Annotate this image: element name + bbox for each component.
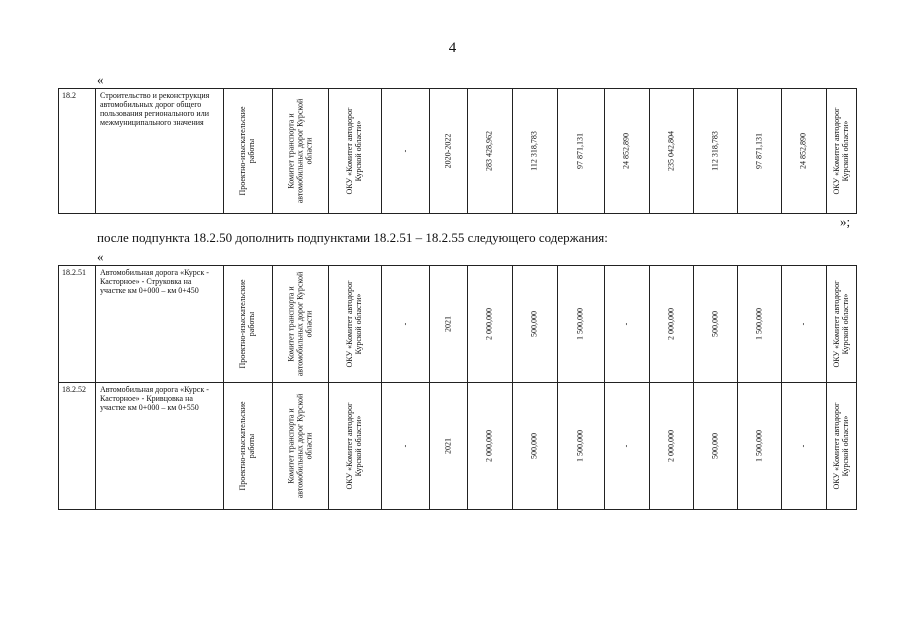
value-8: -	[798, 322, 808, 326]
value-8: -	[798, 444, 808, 448]
executor: ОКУ «Комитет автодорог Курской области»	[345, 107, 363, 195]
value-cell	[468, 89, 513, 214]
dash: -	[400, 149, 410, 153]
value-1: 283 428,962	[484, 131, 494, 171]
executor-cell	[329, 89, 382, 214]
responsible-cell	[827, 266, 857, 383]
table-row	[59, 266, 857, 383]
open-quote-1: «	[97, 72, 104, 87]
value-cell	[738, 383, 782, 510]
table-row	[59, 383, 857, 510]
row-number: 18.2	[59, 89, 96, 214]
value-cell	[513, 89, 558, 214]
years: 2021	[443, 316, 453, 332]
work-type: Проектно-изыскательские работы	[238, 401, 256, 491]
responsible: ОКУ «Комитет автодорог Курской области»	[831, 280, 850, 368]
value-cell	[605, 266, 650, 383]
years-cell	[430, 266, 468, 383]
years-cell	[430, 89, 468, 214]
value-4: -	[621, 322, 631, 326]
value-4: -	[621, 444, 631, 448]
value-cell	[513, 266, 558, 383]
value-cell	[558, 89, 605, 214]
customer: Комитет транспорта и автомобильных дорог Курской области	[286, 393, 313, 499]
value-2: 500,000	[529, 311, 539, 337]
value-1: 2 000,000	[484, 430, 494, 462]
value-cell	[605, 89, 650, 214]
page-number: 4	[448, 40, 457, 56]
dash-cell	[382, 89, 430, 214]
value-cell	[738, 266, 782, 383]
value-cell	[650, 89, 694, 214]
value-cell	[558, 383, 605, 510]
responsible-cell	[827, 383, 857, 510]
row-number: 18.2.52	[59, 383, 96, 510]
dash: -	[400, 444, 410, 448]
customer-cell	[273, 383, 329, 510]
work-type: Проектно-изыскательские работы	[238, 106, 256, 196]
row-number: 18.2.51	[59, 266, 96, 383]
value-cell	[694, 383, 738, 510]
customer: Комитет транспорта и автомобильных дорог Курской области	[286, 271, 313, 377]
value-8: 24 852,890	[798, 133, 808, 169]
value-cell	[738, 89, 782, 214]
value-cell	[694, 89, 738, 214]
responsible: ОКУ «Комитет автодорог Курской области»	[831, 107, 850, 195]
value-cell	[468, 383, 513, 510]
value-3: 97 871,131	[575, 133, 585, 169]
row-name: Автомобильная дорога «Курск - Касторное» - Струковка на участке км 0+000 – км 0+450	[96, 266, 224, 383]
row-name: Строительство и реконструкция автомобильных дорог общего пользования регионального или межмуниципального значения	[96, 89, 224, 214]
value-5: 2 000,000	[666, 430, 676, 462]
dash-cell	[382, 266, 430, 383]
value-3: 1 500,000	[575, 308, 585, 340]
dash-cell	[382, 383, 430, 510]
value-2: 500,000	[529, 433, 539, 459]
value-cell	[605, 383, 650, 510]
amendment-paragraph: после подпункта 18.2.50 дополнить подпунктами 18.2.51 – 18.2.55 следующего содержания:	[97, 230, 608, 245]
table-row	[59, 89, 857, 214]
value-2: 112 318,783	[529, 131, 539, 171]
open-quote-2: «	[97, 249, 104, 264]
executor-cell	[329, 266, 382, 383]
value-cell	[468, 266, 513, 383]
responsible: ОКУ «Комитет автодорог Курской области»	[831, 402, 850, 490]
value-3: 1 500,000	[575, 430, 585, 462]
value-7: 97 871,131	[754, 133, 764, 169]
years: 2021	[443, 438, 453, 454]
value-1: 2 000,000	[484, 308, 494, 340]
value-6: 112 318,783	[710, 131, 720, 171]
years-cell	[430, 383, 468, 510]
value-4: 24 852,890	[621, 133, 631, 169]
years: 2020-2022	[443, 133, 453, 169]
customer-cell	[273, 89, 329, 214]
table-original	[58, 88, 857, 214]
value-7: 1 500,000	[754, 308, 764, 340]
responsible-cell	[827, 89, 857, 214]
customer-cell	[273, 266, 329, 383]
value-7: 1 500,000	[754, 430, 764, 462]
work-type-cell	[224, 89, 273, 214]
value-5: 2 000,000	[666, 308, 676, 340]
row-name: Автомобильная дорога «Курск - Касторное» - Кривцовка на участке км 0+000 – км 0+550	[96, 383, 224, 510]
value-cell	[650, 266, 694, 383]
value-5: 235 042,804	[666, 131, 676, 171]
work-type-cell	[224, 266, 273, 383]
value-cell	[782, 266, 827, 383]
value-cell	[650, 383, 694, 510]
dash: -	[400, 322, 410, 326]
value-cell	[694, 266, 738, 383]
value-cell	[558, 266, 605, 383]
value-cell	[782, 383, 827, 510]
table-additions	[58, 265, 857, 510]
work-type-cell	[224, 383, 273, 510]
executor: ОКУ «Комитет автодорог Курской области»	[345, 280, 363, 368]
value-cell	[513, 383, 558, 510]
value-6: 500,000	[710, 311, 720, 337]
executor: ОКУ «Комитет автодорог Курской области»	[345, 402, 363, 490]
value-cell	[782, 89, 827, 214]
executor-cell	[329, 383, 382, 510]
customer: Комитет транспорта и автомобильных дорог Курской области	[286, 98, 313, 204]
work-type: Проектно-изыскательские работы	[238, 279, 256, 369]
close-quote: »;	[840, 214, 851, 229]
value-6: 500,000	[710, 433, 720, 459]
